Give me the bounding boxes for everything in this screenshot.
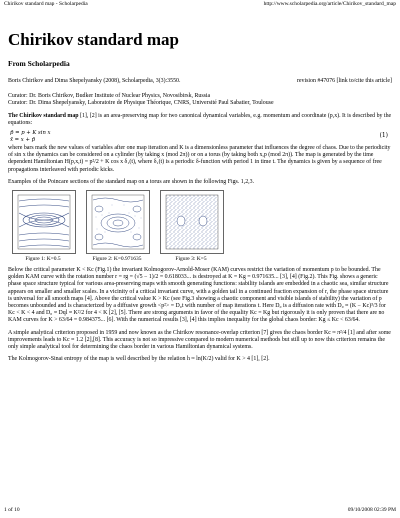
- equation-number: (1): [379, 132, 388, 140]
- print-datetime: 09/10/2008 02:39 PM: [347, 507, 396, 513]
- equation-line-1: p̄ = p + K sin x: [10, 130, 51, 137]
- intro-paragraph: [8, 113, 392, 127]
- citation-text: Boris Chirikov and Dima Shepelyansky (2008), Scholarpedia, 3(3):3550.: [8, 78, 181, 84]
- poincare-plot-3[interactable]: [160, 190, 224, 254]
- browser-title: Chirikov standard map - Scholarpedia: [4, 1, 88, 7]
- page-counter: 1 of 10: [4, 507, 20, 513]
- citation-line: [8, 78, 392, 85]
- figure-2: [86, 190, 148, 262]
- equation-block: [8, 127, 392, 145]
- curator-1: Curator: Dr. Boris Chirikov, Budker Institute of Nuclear Physics, Novosibirsk, Russia: [8, 93, 211, 100]
- intro-bold: The Chirikov standard map: [8, 112, 79, 119]
- figure-3: [160, 190, 222, 262]
- article-content: [8, 30, 392, 363]
- paragraph-kam: Below the critical parameter K < Kc (Fig.1) the invariant Kolmogorov-Arnold-Moser (KAM) curves restrict the variation of momentum p to be bounded. The golden KAM curve with the rotation number r = rg = (√5 − 1)/2 = 0.618033... is destroyed at K = Kg = 0.971635... [3], [4] (Fig.2). This Fig. shows a generic phase space structure typical for various area-preserving maps with smooth generating functions: stability islands are embedded in a chaotic sea, similar structure appears on smaller and smaller scales. In a vicinity of a critical invariant curve, with a golden tail in a continued fraction expansion of r, the phase space structure is universal for all smooth maps [4]. Above the critical value K > Kc (see Fig.3 showing a chaotic component and visible islands of stability) the variation of p becomes unbounded and is characterized by a diffusive growth <p²> = D₀t with number of map iterations t. Here D₀ is a diffusion rate with D₀ ≈ (K − Kc)³/3 for Kc < K < 4 and D₀ ≈ Dql ≈ K²/2 for 4 < K [2], [5]. There are strong arguments in favor of the equality Kc = Kg but rigorously it is only proven that there are no KAM curves for K > 63/64 = 0.984375... [6]. With the numerical results [3], [4] this implies inequality for the global chaos border: Kg ≤ Kc < 63/64.: [8, 267, 389, 324]
- paragraph-entropy: The Kolmogorov-Sinai entropy of the map is well described by the relation h ≈ ln(K/2) valid for K > 4 [1], [2].: [8, 356, 270, 363]
- revision-link[interactable]: revision #47076 [link to/cite this article]: [296, 78, 392, 84]
- intro-text: [1], [2] is an area-preserving map for two canonical dynamical variables, e.g. momentum and coordinate (p,x). It is described by the equations:: [8, 112, 392, 126]
- paragraph-dynamics: where bars mark the new values of variables after one map iteration and K is a dimensionless parameter that influences the degree of chaos. Due to the periodicity of sin x the dynamics can be considered on a cylinder (by taking x (mod 2π)) or on a torus (by taking both x,p (mod 2π)). The map is generated by the time dependent Hamiltonian H(p,x,t) = p²/2 + K cos x δ₁(t), where δ₁(t) is a periodic δ-function with period 1 in time t. The dynamics is given by a sequence of free propagations interleaved with periodic kicks.: [8, 145, 391, 173]
- figure-3-caption: Figure 3: K=5: [175, 256, 207, 263]
- figure-2-caption: Figure 2: K=0.971635: [92, 256, 142, 263]
- browser-footer: [4, 507, 396, 516]
- paragraph-criterion: A simple analytical criterion proposed in 1959 and now known as the Chirikov resonance-overlap criterion [7] gives the chaos border Kc ≈ π²/4 [1] and after some improvements leads to Kc ≈ 1.2 [2],[8]. This accuracy is not so impressive compared to modern numerical methods but still up to now this criterion remains the only simple analytical tool for determining the chaos border in various Hamiltonian dynamical systems.: [8, 329, 391, 351]
- figure-1-caption: Figure 1: K=0.5: [25, 256, 61, 263]
- figure-row: [12, 190, 392, 262]
- poincare-plot-2[interactable]: [86, 190, 150, 254]
- browser-header: [4, 1, 396, 11]
- poincare-plot-1[interactable]: [12, 190, 76, 254]
- article-source: From Scholarpedia: [8, 59, 70, 68]
- curator-2: Curator: Dr. Dima Shepelyansky, Laboratoire de Physique Théorique, CNRS, Université Paul Sabatier, Toulouse: [8, 100, 274, 107]
- figure-1: [12, 190, 74, 262]
- equation-line-2: x̄ = x + p̄: [10, 137, 35, 144]
- browser-url[interactable]: http://www.scholarpedia.org/article/Chirikov_standard_map: [263, 1, 396, 7]
- page-title: Chirikov standard map: [8, 30, 179, 49]
- paragraph-figures-intro: Examples of the Poincare sections of the standard map on a torus are shown in the following Figs. 1,2,3.: [8, 178, 255, 185]
